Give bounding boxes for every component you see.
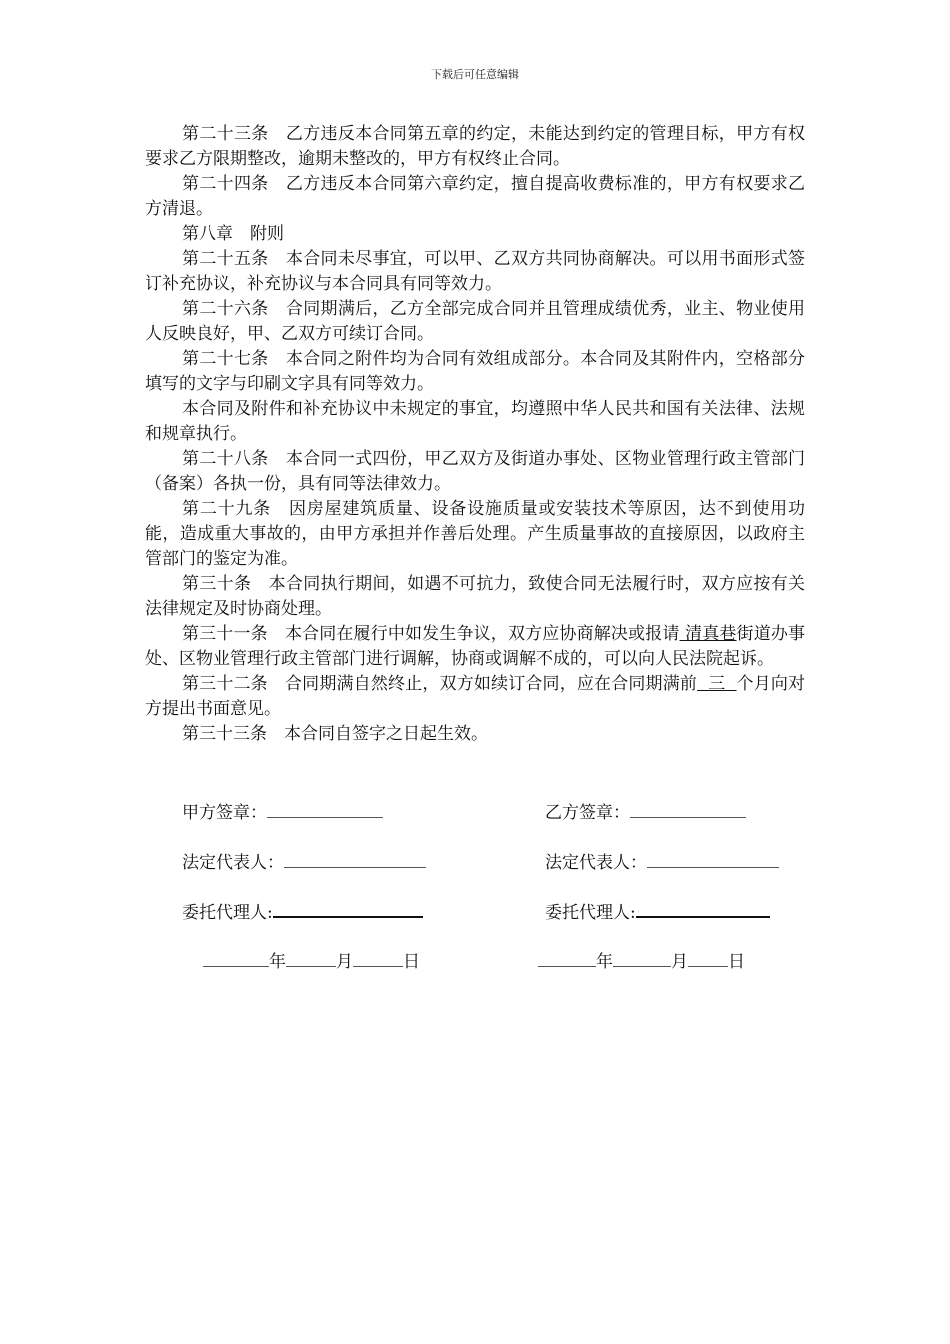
article-text-continued: 街道办事处、区物业管理行政主管部门进行调解，协商或调解不成的，可以向人民法院起诉。 (145, 624, 806, 669)
month-b-blank[interactable] (613, 948, 671, 967)
article-number: 第三十条 (182, 574, 252, 594)
article-24 (145, 172, 805, 222)
article-text-continued: 个月向对方提出书面意见。 (145, 674, 806, 719)
party-b-agent (545, 898, 770, 923)
article-text: 合同期满自然终止，双方如续订合同，应在合同期满前 (285, 674, 698, 694)
article-number: 第二十八条 (182, 449, 269, 469)
contract-body (145, 122, 805, 747)
article-text: 本合同一式四份，甲乙双方及街道办事处、区物业管理行政主管部门（备案）各执一份，具有同等法律效力。 (145, 449, 806, 494)
date-row (0, 947, 950, 977)
article-text: 因房屋建筑质量、设备设施质量或安装技术等原因，达不到使用功能，造成重大事故的，由甲方承担并作善后处理。产生质量事故的直接原因，以政府主管部门的鉴定为准。 (145, 499, 806, 569)
party-a-agent (182, 898, 423, 923)
article-23 (145, 122, 805, 172)
legal-rep-row (0, 848, 950, 878)
article-number: 第二十四条 (182, 174, 269, 194)
article-28 (145, 447, 805, 497)
article-text: 乙方违反本合同第五章的约定，未能达到约定的管理目标，甲方有权要求乙方限期整改，逾期未整改的，甲方有权终止合同。 (145, 124, 806, 169)
agent-row (0, 898, 950, 928)
article-text: 合同期满后，乙方全部完成合同并且管理成绩优秀，业主、物业使用人反映良好，甲、乙双方可续订合同。 (145, 299, 806, 344)
page-header: 下载后可任意编辑 (431, 68, 519, 81)
seal-row (0, 798, 950, 828)
party-a-seal-blank[interactable] (267, 799, 383, 818)
article-30 (145, 572, 805, 622)
legal-rep-b-blank[interactable] (647, 849, 779, 868)
article-text: 本合同之附件均为合同有效组成部分。本合同及其附件内，空格部分填写的文字与印刷文字具有同等效力。 (145, 349, 806, 394)
year-a-label: 年 (269, 952, 286, 972)
agent-b-blank[interactable] (636, 898, 770, 918)
party-a-date (203, 947, 420, 972)
article-text: 本合同在履行中如发生争议，双方应协商解决或报请 (284, 624, 680, 644)
year-a-blank[interactable] (203, 948, 269, 967)
day-a-label: 日 (403, 952, 420, 972)
article-33 (145, 722, 805, 747)
article-29 (145, 497, 805, 572)
paragraph-text: 本合同及附件和补充协议中未规定的事宜，均遵照中华人民共和国有关法律、法规和规章执行。 (145, 399, 805, 444)
article-number: 第三十一条 (182, 624, 268, 644)
article-number: 第二十三条 (182, 124, 269, 144)
day-a-blank[interactable] (353, 948, 403, 967)
party-a-legal-rep (182, 848, 426, 873)
article-text: 本合同自签字之日起生效。 (284, 724, 488, 744)
article-number: 第三十二条 (182, 674, 268, 694)
month-a-blank[interactable] (286, 948, 336, 967)
month-a-label: 月 (336, 952, 353, 972)
agent-a-blank[interactable] (273, 898, 423, 918)
chapter-8-heading (145, 222, 805, 247)
party-b-seal (545, 798, 746, 823)
article-number: 第二十七条 (182, 349, 269, 369)
article-text: 本合同未尽事宜，可以甲、乙双方共同协商解决。可以用书面形式签订补充协议，补充协议与本合同具有同等效力。 (145, 249, 806, 294)
article-number: 第二十六条 (182, 299, 269, 319)
article-27 (145, 347, 805, 397)
day-b-label: 日 (728, 952, 745, 972)
party-b-date (538, 947, 745, 972)
article-31 (145, 622, 805, 672)
party-a-seal (182, 798, 383, 823)
article-number: 第二十九条 (182, 499, 272, 519)
filled-blank-months: 三 (708, 674, 726, 694)
article-25 (145, 247, 805, 297)
supplement-paragraph (145, 397, 805, 447)
day-b-blank[interactable] (688, 948, 728, 967)
year-b-label: 年 (596, 952, 613, 972)
party-a-seal-label: 甲方签章： (182, 803, 267, 823)
party-b-seal-label: 乙方签章： (545, 803, 630, 823)
filled-blank-street: 清真巷 (685, 624, 737, 644)
article-32 (145, 672, 805, 722)
article-number: 第二十五条 (182, 249, 269, 269)
agent-a-label: 委托代理人: (182, 903, 273, 923)
party-b-legal-rep (545, 848, 779, 873)
party-b-seal-blank[interactable] (630, 799, 746, 818)
legal-rep-b-label: 法定代表人： (545, 853, 647, 873)
year-b-blank[interactable] (538, 948, 596, 967)
article-text: 本合同执行期间，如遇不可抗力，致使合同无法履行时，双方应按有关法律规定及时协商处理。 (145, 574, 806, 619)
legal-rep-a-blank[interactable] (284, 849, 426, 868)
month-b-label: 月 (671, 952, 688, 972)
chapter-number: 第八章 (182, 224, 233, 244)
article-26 (145, 297, 805, 347)
chapter-title: 附则 (250, 224, 284, 244)
article-number: 第三十三条 (182, 724, 267, 744)
agent-b-label: 委托代理人: (545, 903, 636, 923)
article-text: 乙方违反本合同第六章约定，擅自提高收费标准的，甲方有权要求乙方清退。 (145, 174, 806, 219)
legal-rep-a-label: 法定代表人： (182, 853, 284, 873)
